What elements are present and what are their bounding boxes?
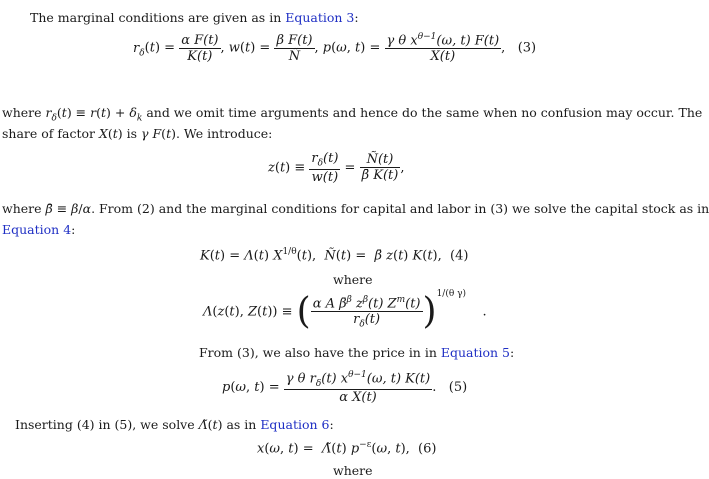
paragraph-price bbox=[199, 345, 514, 361]
text: : bbox=[510, 345, 515, 360]
equation-number: (3) bbox=[517, 40, 537, 56]
equation-4-link[interactable]: Equation 4 bbox=[2, 222, 72, 237]
equation-number: (4) bbox=[450, 248, 469, 264]
equation-5-link[interactable]: Equation 5 bbox=[440, 345, 511, 360]
text: : bbox=[354, 10, 359, 25]
paragraph-marginal-conditions bbox=[30, 10, 359, 26]
equation-3-link[interactable]: Equation 3 bbox=[285, 10, 355, 25]
paragraph-definitions: where $r_\delta(t) \equiv r(t) + \delta_k$ and we omit time arguments and hence do the same when no confusion may occur. The bbox=[2, 105, 703, 124]
text: . We introduce: bbox=[175, 126, 273, 141]
equation-lambda: Λ(z(t), Z(t)) ≡ ( $\frac{\alpha A \betā^\beta z^\beta(t) Z^m(t)}{r_\delta(t)}$ )$^{1/(\theta \gamma)}$ . bbox=[203, 289, 487, 332]
text: : bbox=[329, 417, 334, 432]
paragraph-capital-stock: where β̄ ≡ β/α. From (2) and the marginal conditions for capital and labor in (3) we solve the capital stock as in bbox=[2, 201, 709, 216]
equation-number: (6) bbox=[418, 441, 437, 457]
paragraph-capital-stock-line2 bbox=[2, 222, 75, 238]
equation-number: (5) bbox=[448, 379, 468, 395]
where-label: where bbox=[333, 272, 373, 287]
text: The marginal conditions are given as in bbox=[30, 10, 286, 25]
equation-3: $r_\delta(t)$ = $\frac{\text{α F(t)}}{K(t)}$ , w(t) = $\frac{\text{β F(t)}}{Ñ}$ , p(ω, t) = $\frac{\gamma \theta x^{\theta-1}(\omega, t) F(t)}{X(t)}$ , (3) bbox=[133, 32, 537, 65]
equation-6-link[interactable]: Equation 6 bbox=[260, 417, 330, 432]
text: : bbox=[71, 222, 76, 237]
text: is bbox=[122, 126, 142, 141]
equation-6: x(ω, t) = Λ̃(t) $p^{-\varepsilon}(\omega$, t), (6) bbox=[257, 440, 437, 457]
equation-z: z(t) ≡ $\frac{r_\delta(t)}{w(t)}$ = $\frac{Ñ(t)}{\betā K(t)}$ , bbox=[268, 151, 405, 185]
equation-4: K(t) = Λ(t) $X^{1/\theta}(t)$, Ñ(t) = β̄ z(t) K(t), (4) bbox=[200, 247, 469, 264]
paragraph-definitions-line2: share of factor X(t) is γ F(t). We introduce: bbox=[2, 126, 273, 141]
text: Inserting (4) in (5), we solve bbox=[15, 417, 199, 432]
text: and we omit time arguments and hence do the same when no confusion may occur. The bbox=[142, 105, 703, 120]
text: where bbox=[2, 105, 46, 120]
text: as in bbox=[222, 417, 261, 432]
text: . From (2) and the marginal conditions for capital and labor in (3) we solve the capital stock as in bbox=[91, 201, 709, 216]
text: From (3), we also have the price in in bbox=[199, 345, 441, 360]
text: where bbox=[2, 201, 46, 216]
equation-5: p(ω, t) = $\frac{\gamma \theta r_\delta(t) x^{\theta-1}(\omega, t) K(t)}{\text{α X(t)}}$ . (5) bbox=[222, 370, 468, 405]
where-label: where bbox=[333, 463, 373, 478]
text: share of factor bbox=[2, 126, 99, 141]
paragraph-inserting: Inserting (4) in (5), we solve Λ̃(t) as in Equation 6: bbox=[15, 417, 334, 432]
